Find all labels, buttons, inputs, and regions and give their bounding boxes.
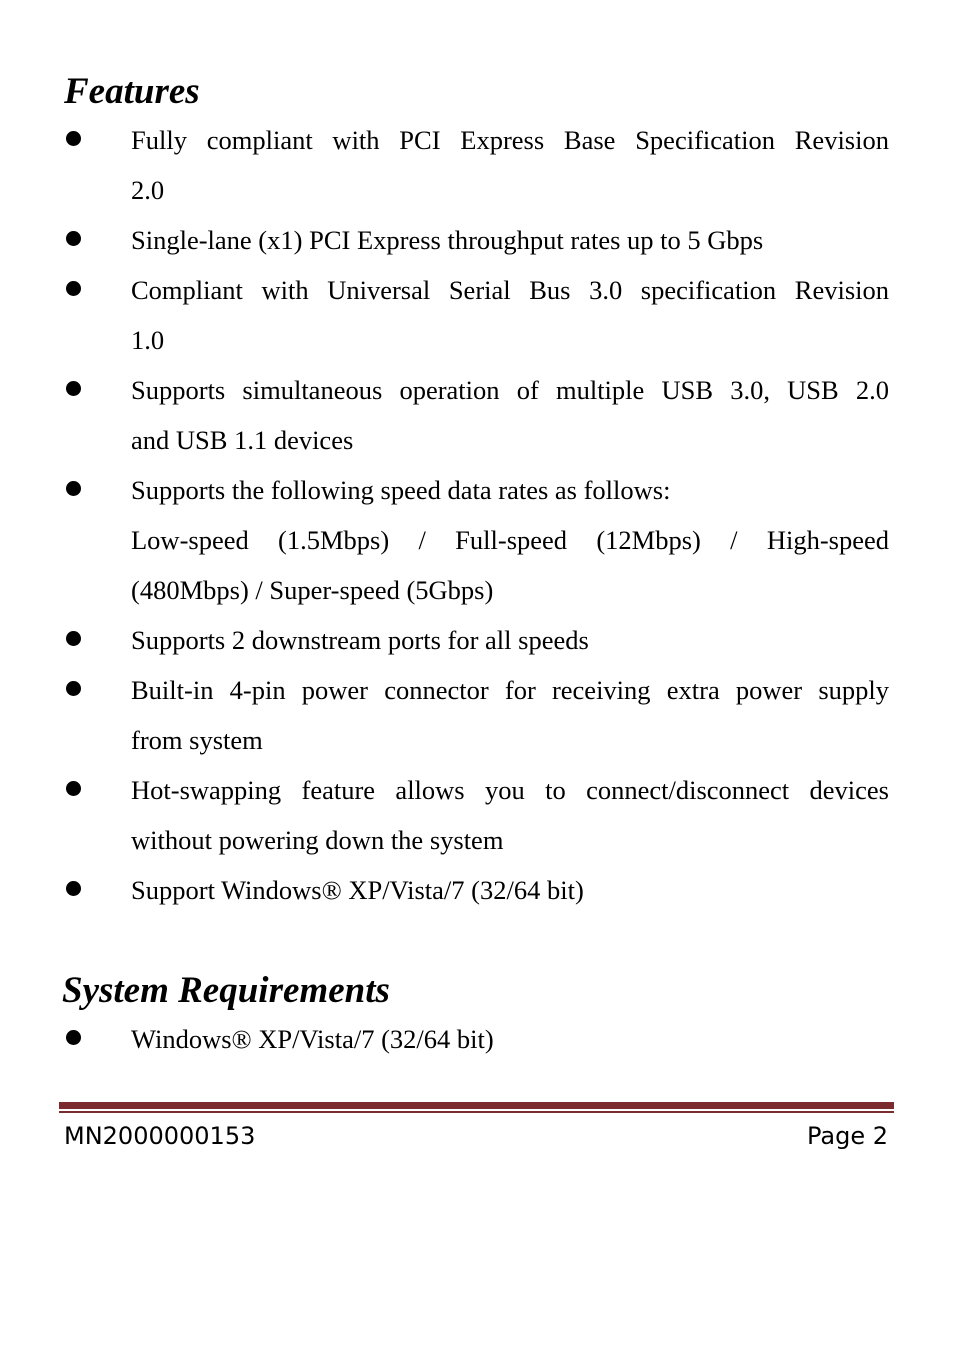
- feature-item: [0, 215, 889, 265]
- features-heading: Features: [64, 71, 200, 112]
- requirement-item: [0, 1014, 889, 1064]
- feature-item: [0, 765, 889, 865]
- bullet-dot-icon: [66, 781, 81, 796]
- feature-text-line: and USB 1.1 devices: [131, 425, 354, 455]
- feature-text-line: Supports 2 downstream ports for all speeds: [131, 625, 589, 655]
- bullet-dot-icon: [66, 881, 81, 896]
- footer-doc-number: MN2000000153: [64, 1122, 256, 1150]
- feature-text-line: 2.0: [131, 175, 165, 205]
- footer-divider-thin: [59, 1111, 894, 1113]
- bullet-dot-icon: [66, 631, 81, 646]
- feature-item: [0, 365, 889, 465]
- requirement-text-line: Windows® XP/Vista/7 (32/64 bit): [131, 1024, 494, 1054]
- bullet-dot-icon: [66, 381, 81, 396]
- feature-text-line: from system: [131, 725, 263, 755]
- feature-text-line: (480Mbps) / Super-speed (5Gbps): [131, 575, 494, 605]
- system-requirements-heading: System Requirements: [62, 970, 390, 1011]
- feature-item: [0, 265, 889, 365]
- feature-text-line: Supports the following speed data rates as follows:: [131, 475, 671, 505]
- features-list: [0, 115, 889, 915]
- system-requirements-list: [0, 1014, 889, 1064]
- feature-item: [0, 665, 889, 765]
- feature-text-line: Compliant with Universal Serial Bus 3.0 specification Revision: [131, 275, 889, 305]
- feature-item: [0, 465, 889, 615]
- bullet-dot-icon: [66, 131, 81, 146]
- bullet-dot-icon: [66, 231, 81, 246]
- feature-text-line: Supports simultaneous operation of multiple USB 3.0, USB 2.0: [131, 375, 889, 405]
- footer-page-number: Page 2: [807, 1122, 888, 1150]
- bullet-dot-icon: [66, 281, 81, 296]
- footer-divider-thick: [59, 1102, 894, 1109]
- feature-text-line: Fully compliant with PCI Express Base Specification Revision: [131, 125, 889, 155]
- feature-text-line: Low-speed (1.5Mbps) / Full-speed (12Mbps) / High-speed: [131, 525, 889, 555]
- bullet-dot-icon: [66, 681, 81, 696]
- feature-text-line: Hot-swapping feature allows you to connect/disconnect devices: [131, 775, 889, 805]
- feature-text-line: 1.0: [131, 325, 165, 355]
- feature-item: [0, 115, 889, 215]
- feature-text-line: Single-lane (x1) PCI Express throughput rates up to 5 Gbps: [131, 225, 764, 255]
- feature-item: [0, 865, 889, 915]
- feature-item: [0, 615, 889, 665]
- feature-text-line: Support Windows® XP/Vista/7 (32/64 bit): [131, 875, 584, 905]
- bullet-dot-icon: [66, 1030, 81, 1045]
- feature-text-line: Built-in 4-pin power connector for receiving extra power supply: [131, 675, 889, 705]
- feature-text-line: without powering down the system: [131, 825, 504, 855]
- bullet-dot-icon: [66, 481, 81, 496]
